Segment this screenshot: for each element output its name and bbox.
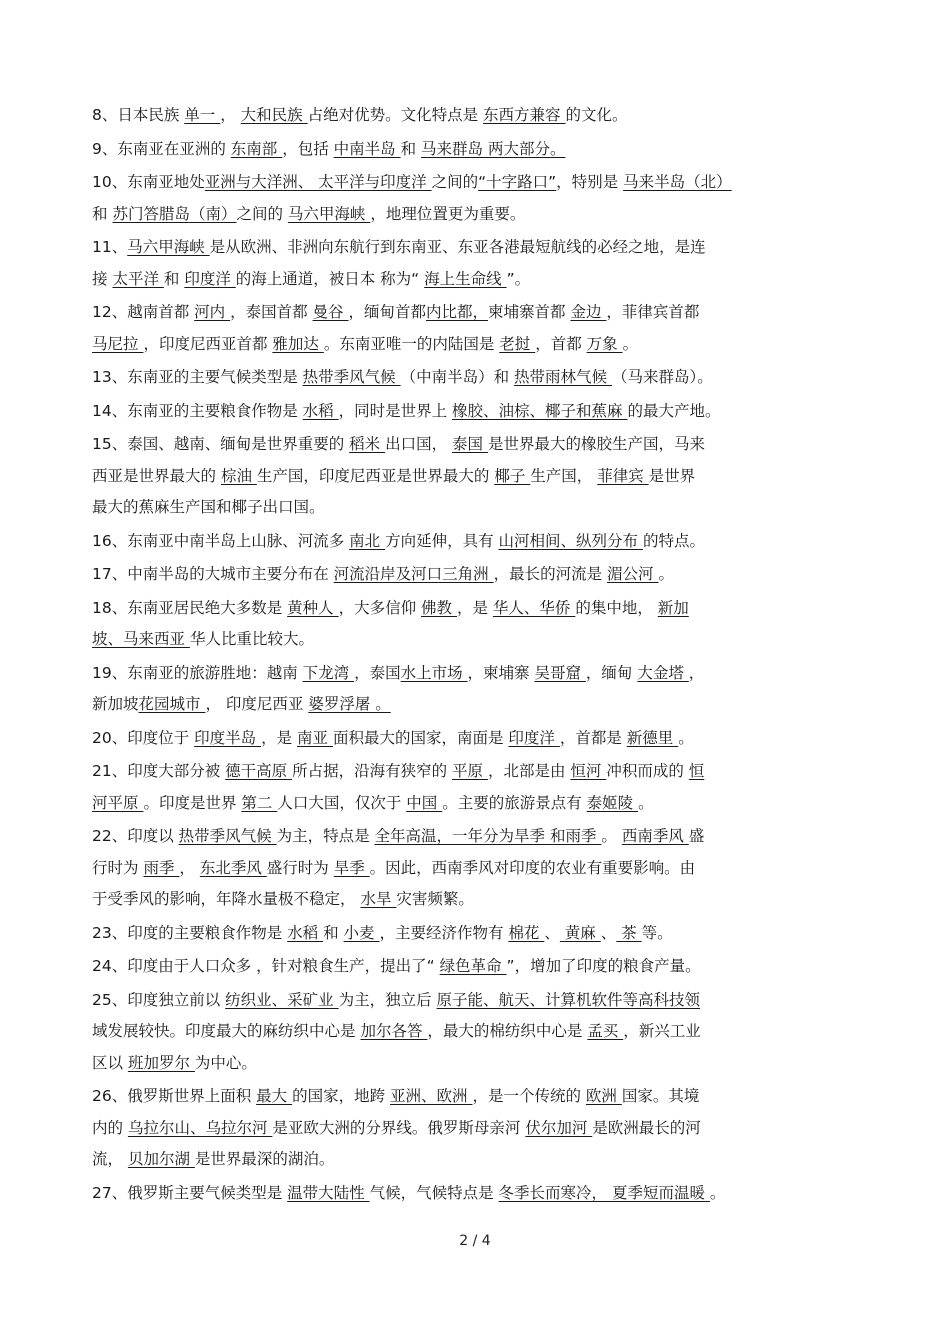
answer-blank: 婆罗浮屠 。 (308, 695, 391, 713)
question-line (92, 1113, 858, 1145)
question-text: ，新兴工业 (623, 1022, 701, 1040)
question-text: ，缅甸首都 (348, 303, 426, 321)
question-line (92, 559, 858, 591)
question-text: ”，增加了印度的粮食产量。 (506, 957, 701, 975)
question-text: ，菲律宾首都 (606, 303, 700, 321)
question-text: ，主要经济作物有 (379, 923, 509, 942)
question-line (92, 593, 858, 625)
answer-blank: 新加 (657, 598, 689, 617)
question-text: 和 (400, 139, 422, 158)
question-text: 占绝对优势。文化特点是 (307, 106, 484, 124)
answer-blank: 内比都， (425, 303, 488, 321)
answer-blank: 冬季长而寒冷， 夏季短而温暖 (498, 1183, 710, 1202)
question-text: 。 (678, 728, 694, 747)
question-text: （马来群岛）。 (611, 368, 713, 386)
answer-blank: 恒 (688, 762, 705, 780)
question-item (92, 362, 858, 394)
question-item (92, 100, 858, 132)
question-text: ，是 (456, 598, 493, 617)
answer-blank: 花园城市 (138, 695, 206, 713)
question-line (92, 853, 858, 885)
answer-blank: 水上市场 (400, 663, 468, 682)
question-text: ，北部是由 (487, 762, 571, 780)
question-line (92, 362, 858, 394)
answer-blank: 班加罗尔 (127, 1053, 195, 1072)
question-text: ， (179, 858, 200, 877)
question-text: 出口国， (385, 435, 453, 453)
question-line (92, 167, 858, 199)
answer-blank: 热带季风气候 (302, 368, 401, 386)
question-text: 12、越南首都 (92, 303, 195, 321)
question-line (92, 821, 858, 853)
question-item (92, 723, 858, 755)
question-text: 为中心。 (194, 1053, 257, 1072)
answer-blank: 湄公河 (607, 565, 659, 583)
answer-blank: 雅加达 (272, 334, 324, 353)
question-line (92, 264, 858, 296)
question-text: 冲积而成的 (606, 762, 689, 780)
question-text: 。 (658, 565, 674, 583)
question-text: 16、东南亚中南半岛上山脉、河流多 (92, 531, 350, 550)
question-text: 10、东南亚地处 (92, 173, 205, 191)
question-text: 国家。其境 (621, 1087, 700, 1105)
question-item (92, 756, 858, 819)
answer-blank: 坡、马来西亚 (92, 630, 190, 648)
answer-blank: 亚洲与大洋洲、 太平洋与印度洋 (204, 173, 432, 191)
question-text: 等。 (641, 923, 673, 942)
answer-blank: 水稻 (287, 923, 324, 942)
question-text: 的国家，地跨 (292, 1087, 391, 1105)
answer-blank: 黄种人 (287, 598, 339, 617)
question-text: 20、印度位于 (92, 728, 195, 747)
answer-blank: 太平洋 (112, 269, 164, 288)
question-line (92, 461, 858, 493)
worksheet-body (92, 100, 858, 1211)
question-line (92, 492, 858, 524)
question-text: 为主，特点是 (276, 827, 375, 845)
question-line (92, 1144, 858, 1176)
question-line (92, 297, 858, 329)
answer-blank: 恒河 (570, 762, 607, 780)
answer-blank: 单一 (184, 106, 221, 124)
question-item (92, 134, 858, 166)
question-text: 8、日本民族 (92, 106, 185, 124)
answer-blank: 乌拉尔山、乌拉尔河 (127, 1118, 273, 1137)
answer-blank: 温带大陆性 (287, 1183, 370, 1202)
question-line (92, 884, 858, 916)
question-text: 的集中地， (575, 598, 658, 617)
question-text: 西亚是世界最大的 (92, 466, 221, 485)
question-item (92, 951, 858, 983)
question-line (92, 100, 858, 132)
question-text: ，大多信仰 (338, 598, 422, 617)
answer-blank: 马六甲海峡 (287, 204, 371, 223)
answer-blank: 绿色革命 (439, 957, 507, 975)
answer-blank: 孟买 (587, 1022, 624, 1040)
answer-blank: 河流沿岸及河口三角洲 (333, 565, 494, 583)
answer-blank: 印度洋 (184, 269, 236, 288)
question-text: 11、 (92, 238, 128, 256)
answer-blank: 西南季风 (621, 827, 689, 845)
question-line (92, 723, 858, 755)
question-text: ，包括 (282, 139, 334, 158)
question-text: 是欧洲最长的河 (592, 1118, 701, 1137)
question-line (92, 756, 858, 788)
question-text: 人口大国，仅次于 (277, 793, 407, 812)
question-item (92, 232, 858, 295)
question-text: 是世界 (648, 466, 696, 485)
question-item (92, 559, 858, 591)
answer-blank: 伏尔加河 (525, 1118, 593, 1137)
question-text: 是亚欧大洲的分界线。俄罗斯母亲河 (272, 1118, 526, 1137)
answer-blank: 加尔各答 (360, 1022, 428, 1040)
answer-blank: 欧洲 (585, 1087, 622, 1105)
question-text: 最大的蕉麻生产国和椰子出口国。 (92, 498, 325, 516)
question-text: 所占据，沿海有狭窄的 (292, 762, 453, 780)
question-item (92, 396, 858, 428)
question-text: 是世界最大的橡胶生产国，马来 (487, 435, 705, 453)
answer-blank: 曼谷 (312, 303, 349, 321)
answer-blank: 南亚 (297, 728, 333, 747)
question-text: 是从欧洲、非洲向东航行到东南亚、东亚各港最短航线的必经之地，是连 (209, 238, 706, 256)
question-line (92, 1048, 858, 1080)
question-text: 和 (92, 204, 113, 223)
question-text: 的海上通道，被日本 称为“ (235, 269, 425, 288)
answer-blank: 马来半岛（北） (623, 173, 732, 191)
question-text: 、 (600, 923, 617, 942)
answer-blank: 东北季风 (199, 858, 267, 877)
question-text: 新加坡 (92, 695, 139, 713)
answer-blank: 南北 (349, 531, 386, 550)
question-line (92, 1016, 858, 1048)
answer-blank: 华人、华侨 (492, 598, 576, 617)
question-text: 。 (638, 793, 654, 812)
question-text: 柬埔寨首都 (488, 303, 571, 321)
question-item (92, 429, 858, 524)
question-text: 为主，独立后 (338, 990, 437, 1009)
question-line (92, 199, 858, 231)
answer-blank: 水旱 (360, 890, 397, 908)
answer-blank: 大和民族 (240, 106, 308, 124)
question-line (92, 658, 858, 690)
question-line (92, 396, 858, 428)
question-text: 。印度是世界 (143, 793, 242, 812)
question-text: 。 (622, 334, 639, 353)
question-text: 生产国，印度尼西亚是世界最大的 (256, 466, 495, 485)
question-text: ，是 (261, 728, 298, 747)
answer-blank: 泰姬陵 (586, 793, 639, 812)
answer-blank: 平原 (452, 762, 488, 780)
answer-blank: 水稻 (302, 401, 339, 420)
answer-blank: 雨季 (143, 858, 180, 877)
question-text: 21、印度大部分被 (92, 762, 226, 780)
question-text: 区以 (92, 1053, 128, 1072)
page-number: 2 / 4 (459, 1233, 491, 1249)
question-text: 19、东南亚的旅游胜地：越南 (92, 663, 303, 682)
question-text: 的文化。 (565, 106, 628, 124)
question-text: 22、印度以 (92, 827, 179, 845)
question-text: 的特点。 (642, 531, 705, 550)
question-line (92, 232, 858, 264)
question-text: ，首都是 (559, 728, 627, 747)
question-item (92, 1178, 858, 1210)
answer-blank: 黄麻 (559, 923, 601, 942)
question-text: 、 (544, 923, 560, 942)
answer-blank: 棕油 (220, 466, 257, 485)
answer-blank: 印度洋 (508, 728, 560, 747)
answer-blank: 河平原 (92, 793, 144, 812)
answer-blank: 纺织业、采矿业 (225, 990, 339, 1009)
answer-blank: 全年高温，一年分为旱季 和雨季 (374, 827, 602, 845)
question-text: 的最大产地。 (627, 401, 721, 420)
question-text: 和 (163, 269, 185, 288)
question-line (92, 689, 858, 721)
answer-blank: 东西方兼容 (483, 106, 566, 124)
question-text: 之间的 (431, 173, 479, 191)
question-text: 面积最大的国家，南面是 (332, 728, 509, 747)
question-text: 流， (92, 1150, 128, 1168)
question-item (92, 918, 858, 950)
question-text: 华人比重比较大。 (189, 630, 314, 648)
question-text: 。因此，西南季风对印度的农业有重要影响。由 (369, 858, 696, 877)
question-text: 之间的 (236, 204, 288, 223)
question-text: ， (220, 106, 241, 124)
question-text: ， (688, 663, 705, 682)
answer-blank: 热带雨林气候 (514, 368, 612, 386)
question-text: ，是一个传统的 (472, 1087, 586, 1105)
question-text: ，印度尼西亚首都 (143, 334, 273, 353)
question-text: 15、泰国、越南、缅甸是世界重要的 (92, 435, 350, 453)
question-text: 接 (92, 269, 113, 288)
question-text: 。 (709, 1183, 726, 1202)
question-text: ，缅甸 (585, 663, 638, 682)
question-text: ，特别是 (556, 173, 624, 191)
question-item (92, 658, 858, 721)
answer-blank: 原子能、航天、计算机软件等高科技领 (436, 990, 701, 1009)
answer-blank: 最大 (256, 1087, 293, 1105)
question-text: 。主要的旅游景点有 (442, 793, 587, 812)
answer-blank: 橡胶、油棕、椰子和蕉麻 (452, 401, 628, 420)
question-text: ，柬埔寨 (467, 663, 535, 682)
question-text: 17、中南半岛的大城市主要分布在 (92, 565, 334, 583)
question-text: 23、印度的主要粮食作物是 (92, 923, 288, 942)
question-line (92, 985, 858, 1017)
question-item (92, 526, 858, 558)
question-item (92, 167, 858, 230)
answer-blank: 菲律宾 (597, 466, 649, 485)
answer-blank: 中国 (406, 793, 443, 812)
question-text: ，泰国首都 (230, 303, 313, 321)
question-line (92, 1081, 858, 1113)
question-line (92, 788, 858, 820)
answer-blank: 第二 (241, 793, 278, 812)
question-text: 盛行时为 (266, 858, 334, 877)
answer-blank: 金边 (570, 303, 607, 321)
question-text: 13、东南亚的主要气候类型是 (92, 368, 303, 386)
answer-blank: 海上生命线 (424, 269, 507, 288)
answer-blank: 万象 (586, 334, 623, 353)
question-text: 域发展较快。印度最大的麻纺织中心是 (92, 1022, 361, 1040)
question-text: 。 (601, 827, 622, 845)
question-text: （中南半岛）和 (400, 368, 515, 386)
answer-blank: 印度半岛 (194, 728, 262, 747)
answer-blank: 苏门答腊岛（南） (112, 204, 237, 223)
answer-blank: 下龙湾 (302, 663, 355, 682)
answer-blank: 马六甲海峡 (127, 238, 210, 256)
question-text: ， 印度尼西亚 (205, 695, 309, 713)
question-text: 9、东南亚在亚洲的 (92, 139, 231, 158)
question-line (92, 624, 858, 656)
answer-blank: 稻米 (349, 435, 386, 453)
answer-blank: 椰子 (494, 466, 531, 485)
question-text: 。东南亚唯一的内陆国是 (323, 334, 500, 353)
answer-blank: 马尼拉 (92, 334, 144, 353)
question-item (92, 297, 858, 360)
answer-blank: 河内 (194, 303, 231, 321)
question-text: ，地理位置更为重要。 (370, 204, 526, 223)
question-line (92, 526, 858, 558)
answer-blank: 泰国 (452, 435, 488, 453)
question-text: ，泰国 (354, 663, 401, 682)
answer-blank: 大金塔 (637, 663, 689, 682)
question-line (92, 329, 858, 361)
question-text: 内的 (92, 1118, 128, 1137)
answer-blank: 老挝 (499, 334, 536, 353)
answer-blank: 德干高原 (225, 762, 293, 780)
answer-blank: 新德里 (626, 728, 679, 747)
question-text: ，最大的棉纺织中心是 (427, 1022, 588, 1040)
question-item (92, 985, 858, 1080)
question-text: 于受季风的影响，年降水量极不稳定， (92, 890, 361, 908)
answer-blank: 茶 (616, 923, 642, 942)
answer-blank: “十字路口” (478, 173, 557, 191)
answer-blank: 吴哥窟 (534, 663, 586, 682)
answer-blank: 小麦 (343, 923, 380, 942)
question-text: 25、印度独立前以 (92, 990, 226, 1009)
question-text: 生产国， (530, 466, 598, 485)
answer-blank: 旱季 (333, 858, 370, 877)
question-text: ，同时是世界上 (338, 401, 453, 420)
question-line (92, 1178, 858, 1210)
answer-blank: 山河相间、纵列分布 (498, 531, 643, 550)
answer-blank: 佛教 (421, 598, 457, 617)
question-text: ”。 (506, 269, 531, 288)
question-item (92, 1081, 858, 1176)
question-text: 26、俄罗斯世界上面积 (92, 1087, 257, 1105)
question-line (92, 429, 858, 461)
question-item (92, 593, 858, 656)
answer-blank: 贝加尔湖 (127, 1150, 195, 1168)
answer-blank: 马来群岛 两大部分。 (421, 139, 566, 158)
question-text: ，最长的河流是 (493, 565, 608, 583)
question-text: 和 (323, 923, 344, 942)
question-text: 方向延伸，具有 (385, 531, 499, 550)
question-text: 灾害频繁。 (396, 890, 474, 908)
answer-blank: 亚洲、欧洲 (390, 1087, 473, 1105)
question-text: 盛 (688, 827, 705, 845)
question-line (92, 918, 858, 950)
question-text: ，首都 (535, 334, 587, 353)
question-line (92, 951, 858, 983)
question-text: 行时为 (92, 858, 144, 877)
question-text: 14、东南亚的主要粮食作物是 (92, 401, 303, 420)
question-text: 24、印度由于人口众多 ，针对粮食生产，提出了“ (92, 957, 440, 975)
answer-blank: 东南部 (230, 139, 283, 158)
question-text: 27、俄罗斯主要气候类型是 (92, 1183, 288, 1202)
question-text: 气候，气候特点是 (369, 1183, 499, 1202)
answer-blank: 热带季风气候 (178, 827, 277, 845)
answer-blank: 中南半岛 (333, 139, 401, 158)
question-item (92, 821, 858, 916)
question-text: 18、东南亚居民绝大多数是 (92, 598, 288, 617)
question-text: 是世界最深的湖泊。 (194, 1150, 335, 1168)
answer-blank: 棉花 (508, 923, 545, 942)
question-line (92, 134, 858, 166)
